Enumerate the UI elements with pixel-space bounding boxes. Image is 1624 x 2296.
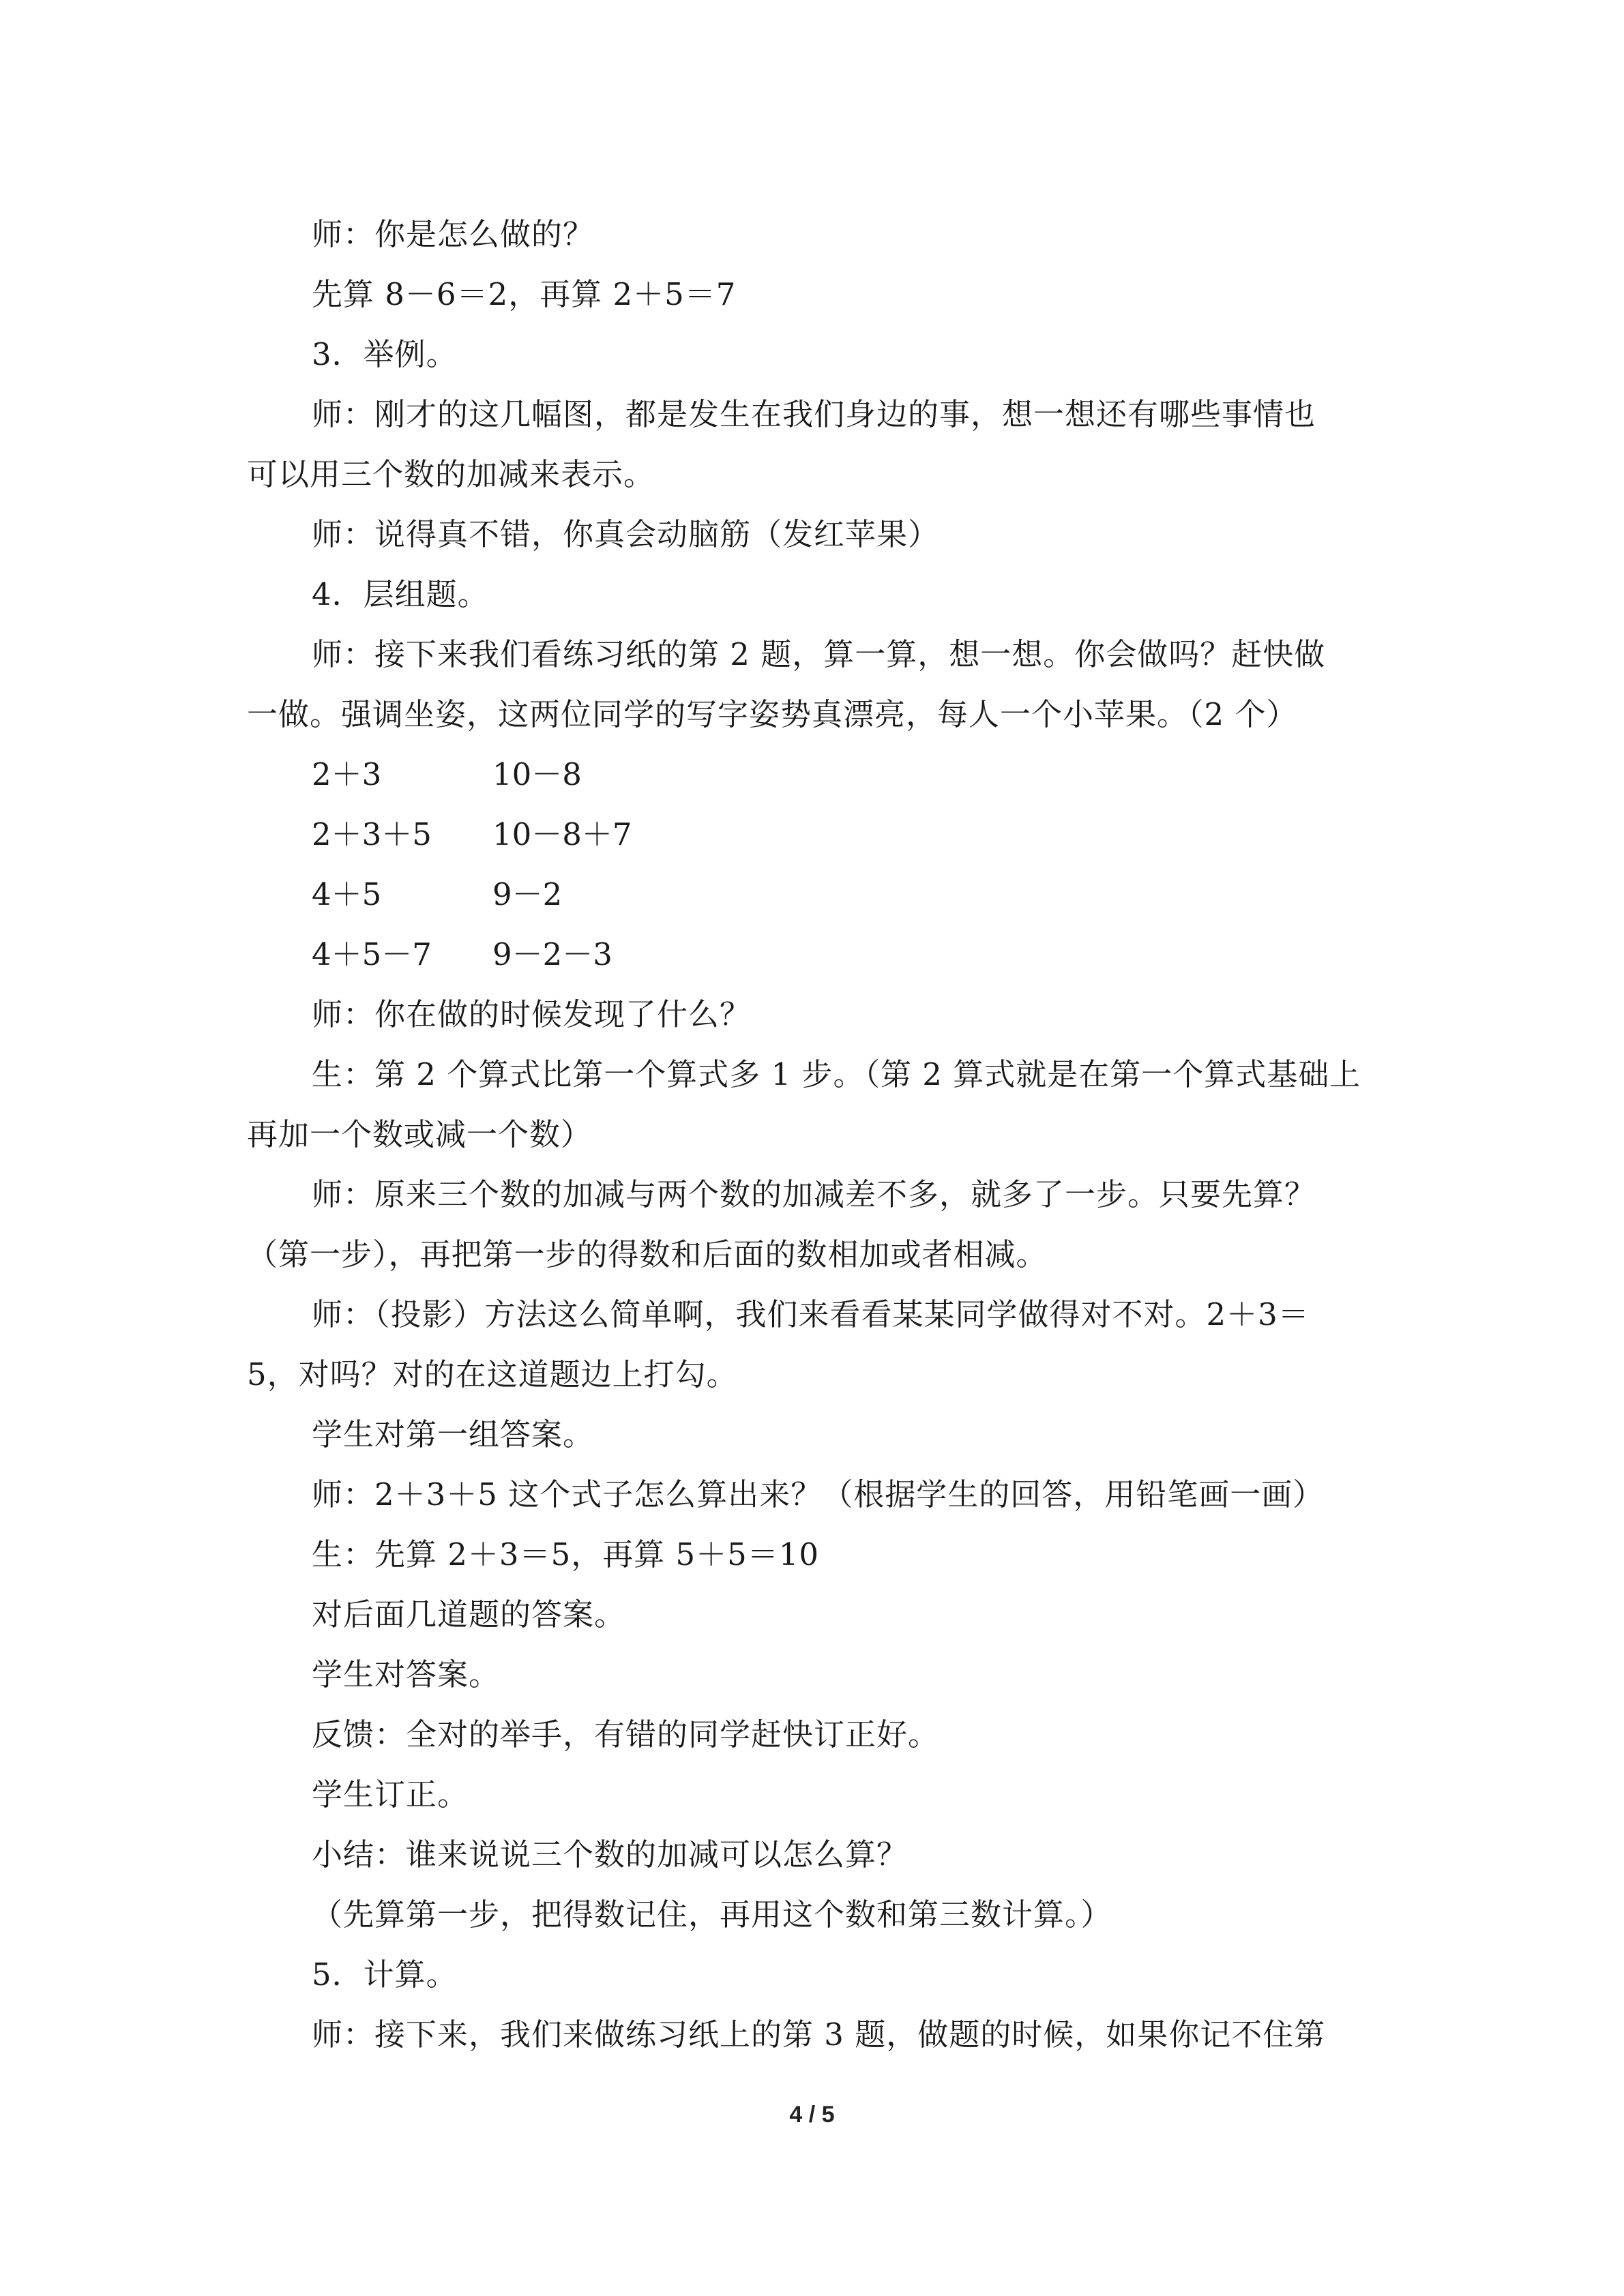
paragraph-line: 反馈：全对的举手，有错的同学赶快订正好。 [312,1716,940,1753]
exercise-expression: 4＋5－7 [312,936,432,972]
exercise-row [247,925,1379,985]
exercise-expression: 10－8 [492,756,582,792]
paragraph-line: 可以用三个数的加减来表示。 [247,456,655,492]
exercise-row [247,865,1379,925]
page-number: 4 / 5 [789,2102,835,2128]
paragraph-line: 小结：谁来说说三个数的加减可以怎么算？ [312,1836,909,1873]
exercise-row [247,745,1379,805]
paragraph-line: 学生订正。 [312,1776,469,1813]
exercise-row [247,805,1379,865]
paragraph-line: 4．层组题。 [312,576,489,612]
paragraph-line: 师：原来三个数的加减与两个数的加减差不多，就多了一步。只要先算？ [312,1176,1316,1212]
paragraph-line: （先算第一步，把得数记住，再用这个数和第三数计算。） [312,1896,1112,1933]
paragraph-line: 师：2＋3＋5 这个式子怎么算出来？（根据学生的回答，用铅笔画一画） [312,1476,1325,1512]
paragraph-line: 5，对吗？对的在这道题边上打勾。 [247,1356,738,1392]
paragraph-line: 生：先算 2＋3＝5，再算 5＋5＝10 [312,1536,820,1572]
paragraph-line: 再加一个数或减一个数） [247,1116,593,1152]
paragraph-line: 师：接下来，我们来做练习纸上的第 3 题，做题的时候，如果你记不住第 [312,2016,1326,2053]
paragraph-line: （第一步），再把第一步的得数和后面的数相加或者相减。 [247,1236,1048,1272]
paragraph-line: 学生对答案。 [312,1656,501,1693]
paragraph-line: 师：你是怎么做的？ [312,216,595,252]
paragraph-line: 师：刚才的这几幅图，都是发生在我们身边的事，想一想还有哪些事情也 [312,396,1316,432]
paragraph-line: 师：说得真不错，你真会动脑筋（发红苹果） [312,516,940,552]
paragraph-line: 对后面几道题的答案。 [312,1596,626,1632]
exercise-expression: 9－2 [492,876,563,912]
paragraph-line: 3．举例。 [312,336,458,372]
paragraph-line: 师：（投影）方法这么简单啊，我们来看看某某同学做得对不对。2＋3＝ [312,1296,1310,1332]
paragraph-line: 一做。强调坐姿，这两位同学的写字姿势真漂亮，每人一个小苹果。（2 个） [247,696,1298,732]
exercise-expression: 4＋5 [312,876,382,912]
paragraph-line: 学生对第一组答案。 [312,1416,595,1452]
exercise-expression: 9－2－3 [492,936,612,972]
exercise-expression: 10－8＋7 [492,816,632,852]
exercise-expression: 2＋3＋5 [312,816,432,852]
document-body [247,205,1379,2065]
paragraph-line: 师：接下来我们看练习纸的第 2 题，算一算，想一想。你会做吗？赶快做 [312,636,1326,672]
paragraph-line: 生：第 2 个算式比第一个算式多 1 步。（第 2 算式就是在第一个算式基础上 [312,1056,1361,1092]
paragraph-line: 先算 8－6＝2，再算 2＋5＝7 [312,276,737,312]
paragraph-line: 5．计算。 [312,1956,458,1993]
exercise-expression: 2＋3 [312,756,382,792]
paragraph-line: 师：你在做的时候发现了什么？ [312,996,752,1032]
